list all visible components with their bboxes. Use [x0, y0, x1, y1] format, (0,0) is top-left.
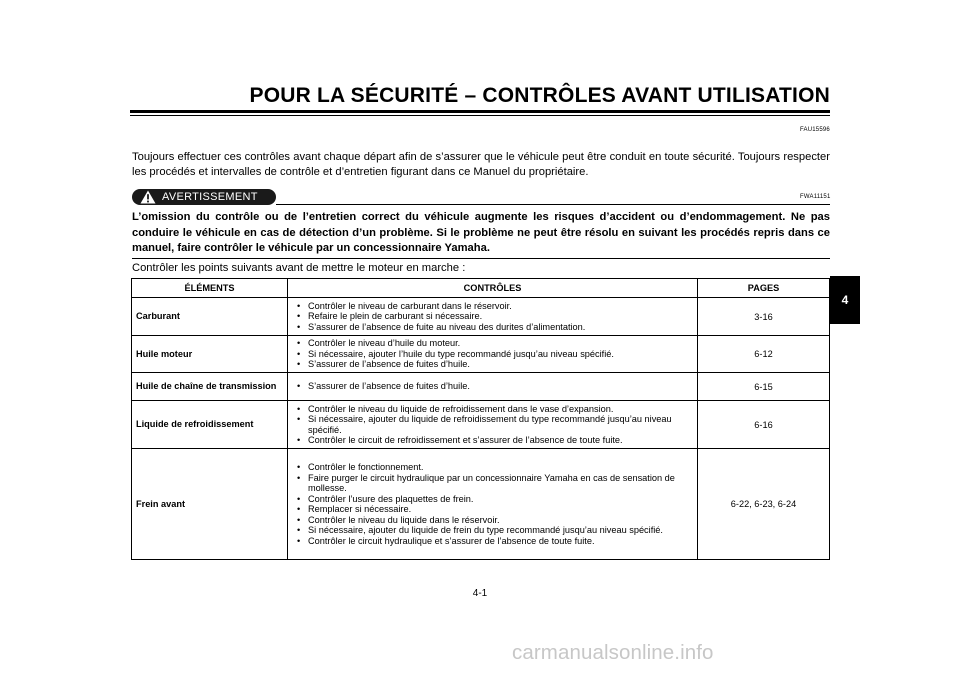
table-row — [132, 298, 830, 336]
control-item: • S’assurer de l’absence de fuites d’huile. — [292, 381, 693, 392]
control-list — [292, 404, 693, 446]
control-item: • Contrôler le circuit de refroidissement et s’assurer de l’absence de toute fuite. — [292, 435, 693, 446]
intro-paragraph: Toujours effectuer ces contrôles avant chaque départ afin de s’assurer que le véhicule peut être conduit en toute sécurité. Toujours respecter les procédés et intervalles de contrôle et d’entretien figurant dans ce Manuel du propriétaire. — [132, 151, 830, 178]
table-row — [132, 401, 830, 449]
warning-bottom-rule — [132, 258, 830, 259]
control-item: • Remplacer si nécessaire. — [292, 504, 693, 515]
row-pages: 3-16 — [698, 298, 830, 336]
table-intro: Contrôler les points suivants avant de mettre le moteur en marche : — [132, 262, 466, 274]
control-item: • Contrôler le niveau de carburant dans le réservoir. — [292, 301, 693, 312]
control-list — [292, 301, 693, 333]
control-item: • Si nécessaire, ajouter du liquide de frein du type recommandé jusqu’au niveau spécifié. — [292, 525, 693, 536]
control-item: • Contrôler le niveau d’huile du moteur. — [292, 338, 693, 349]
row-pages: 6-15 — [698, 373, 830, 401]
watermark: carmanualsonline.info — [512, 641, 714, 664]
row-element: Carburant — [132, 298, 288, 336]
row-pages: 6-12 — [698, 336, 830, 373]
title-rule — [130, 110, 830, 113]
row-controls — [288, 449, 698, 560]
control-item: • S’assurer de l’absence de fuites d’huile. — [292, 359, 693, 370]
control-item: • Faire purger le circuit hydraulique par un concessionnaire Yamaha en cas de sensation de mollesse. — [292, 473, 693, 494]
control-list — [292, 381, 693, 392]
row-pages: 6-16 — [698, 401, 830, 449]
control-item: • Si nécessaire, ajouter l’huile du type recommandé jusqu’au niveau spécifié. — [292, 349, 693, 360]
page-title: POUR LA SÉCURITÉ – CONTRÔLES AVANT UTILISATION — [249, 84, 830, 107]
control-item: • Si nécessaire, ajouter du liquide de refroidissement du type recommandé jusqu’au niveau spécifié. — [292, 414, 693, 435]
header-controls: CONTRÔLES — [288, 279, 698, 298]
row-element: Huile moteur — [132, 336, 288, 373]
header-elements: ÉLÉMENTS — [132, 279, 288, 298]
control-item: • Contrôler le circuit hydraulique et s’assurer de l’absence de toute fuite. — [292, 536, 693, 547]
control-item: • Refaire le plein de carburant si nécessaire. — [292, 311, 693, 322]
warning-code: FWA11151 — [800, 194, 831, 200]
control-item: • Contrôler le fonctionnement. — [292, 462, 693, 473]
row-element: Huile de chaîne de transmission — [132, 373, 288, 401]
row-controls — [288, 401, 698, 449]
control-item: • Contrôler le niveau du liquide dans le réservoir. — [292, 515, 693, 526]
control-item: • Contrôler l’usure des plaquettes de frein. — [292, 494, 693, 505]
warning-rule — [276, 204, 830, 205]
warning-label: AVERTISSEMENT — [162, 191, 258, 203]
control-item: • Contrôler le niveau du liquide de refroidissement dans le vase d’expansion. — [292, 404, 693, 415]
control-list — [292, 462, 693, 546]
table-row — [132, 373, 830, 401]
row-element: Frein avant — [132, 449, 288, 560]
row-controls — [288, 336, 698, 373]
row-pages: 6-22, 6-23, 6-24 — [698, 449, 830, 560]
page-number: 4-1 — [472, 588, 488, 599]
title-rule-thin — [130, 115, 830, 116]
table-row — [132, 336, 830, 373]
row-controls — [288, 298, 698, 336]
control-item: • S’assurer de l’absence de fuite au niveau des durites d’alimentation. — [292, 322, 693, 333]
warning-text: L’omission du contrôle ou de l’entretien correct du véhicule augmente les risques d’accident ou d’endommagement. Ne pas conduire le véhicule en cas de détection d’un problème. Si le problème ne peut être résolu en suivant les procédés repris dans ce manuel, faire contrôler le véhicule par un concessionnaire Yamaha. — [132, 211, 830, 254]
warning-triangle-icon — [140, 190, 156, 204]
row-controls — [288, 373, 698, 401]
checks-table — [131, 278, 830, 560]
control-list — [292, 338, 693, 370]
table-header-row — [132, 279, 830, 298]
warning-badge — [132, 189, 276, 205]
table-row — [132, 449, 830, 560]
header-pages: PAGES — [698, 279, 830, 298]
chapter-side-tab: 4 — [830, 276, 860, 324]
intro-code: FAU15596 — [800, 127, 830, 133]
row-element: Liquide de refroidissement — [132, 401, 288, 449]
